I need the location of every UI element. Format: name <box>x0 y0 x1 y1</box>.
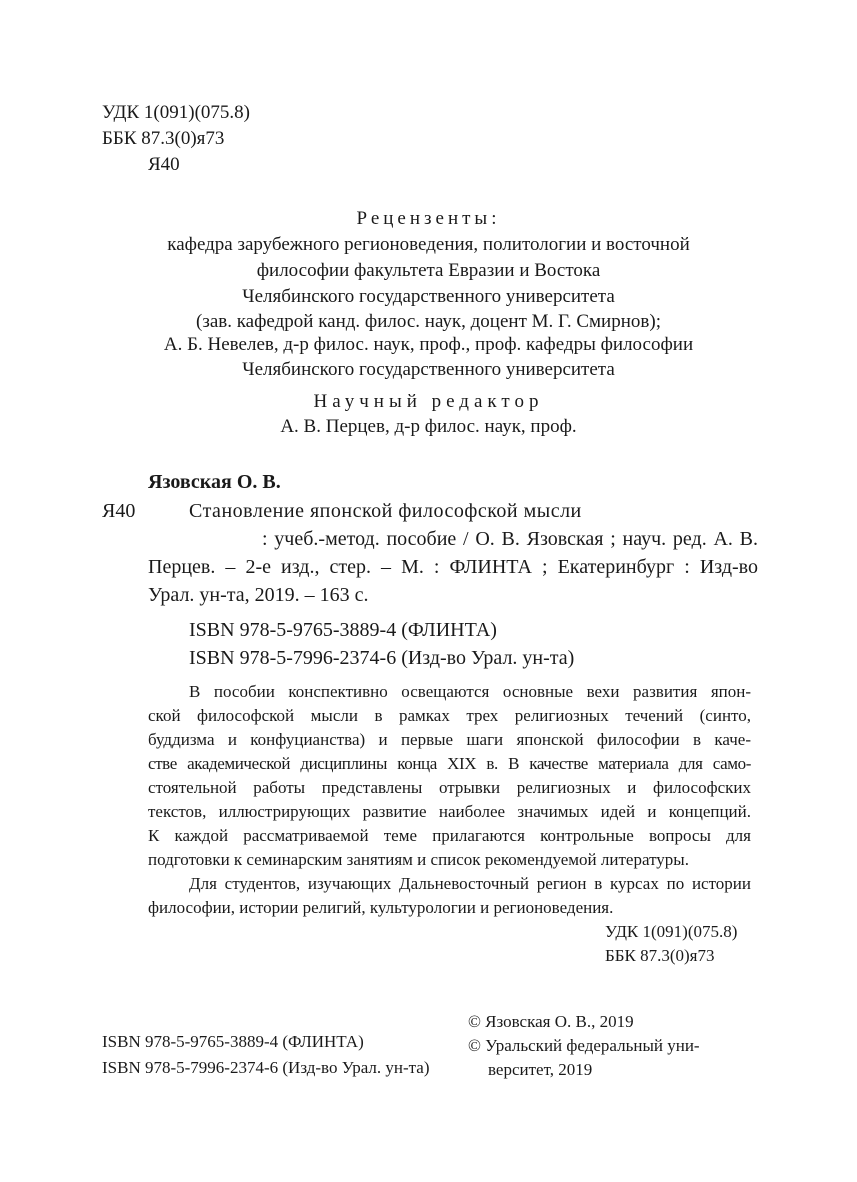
reviewer-line: философии факультета Евразии и Востока <box>256 260 601 281</box>
audience-line: философии, истории религий, культурологии и регионоведения. <box>148 898 614 917</box>
reviewers-heading: Рецензенты: <box>356 208 501 229</box>
annotation-line: текстов, иллюстрирующих развитие наиболее значимых идей и концепций. <box>148 802 751 821</box>
copyright-university-cont: верситет, 2019 <box>488 1060 593 1079</box>
annotation-line: К каждой рассматриваемой теме прилагаются контрольные вопросы для <box>148 826 751 845</box>
annotation-udk: УДК 1(091)(075.8) <box>605 922 738 941</box>
annotation-bbk: ББК 87.3(0)я73 <box>605 946 715 965</box>
audience-line: Для студентов, изучающих Дальневосточный регион в курсах по истории <box>189 874 751 893</box>
annotation-line: буддизма и конфуцианства) и первые шаги японской философии в каче- <box>148 730 751 749</box>
reviewer-line: Челябинского государственного университета <box>242 286 615 307</box>
footer-isbn-ural: ISBN 978-5-7996-2374-6 (Изд-во Урал. ун-та) <box>102 1058 430 1077</box>
reviewer-line: (зав. кафедрой канд. филос. наук, доцент М. Г. Смирнов); <box>196 311 661 332</box>
reviewer-line: Челябинского государственного университета <box>242 359 615 380</box>
editor-name: А. В. Перцев, д-р филос. наук, проф. <box>280 416 577 437</box>
reviewer-line: кафедра зарубежного регионоведения, политологии и восточной <box>167 234 690 255</box>
editor-heading: Научный редактор <box>313 391 544 412</box>
book-title: Становление японской философской мысли <box>189 500 582 522</box>
author-mark: Я40 <box>148 154 180 175</box>
udk-code: УДК 1(091)(075.8) <box>102 102 250 123</box>
isbn-flinta: ISBN 978-5-9765-3889-4 (ФЛИНТА) <box>189 619 497 641</box>
annotation-line: стоятельной работы представлены отрывки религиозных и философских <box>148 778 751 797</box>
isbn-ural: ISBN 978-5-7996-2374-6 (Изд-во Урал. ун-та) <box>189 647 575 669</box>
bibliography-line: Урал. ун-та, 2019. – 163 с. <box>148 584 369 606</box>
book-author: Язовская О. В. <box>148 471 281 493</box>
bibliography-mark: Я40 <box>102 500 136 522</box>
bibliography-line: : учеб.-метод. пособие / О. В. Язовская ; науч. ред. А. В. <box>262 528 758 550</box>
copyright-university: © Уральский федеральный уни- <box>468 1036 700 1055</box>
reviewer-line: А. Б. Невелев, д-р филос. наук, проф., проф. кафедры философии <box>163 334 694 355</box>
annotation-line: В пособии конспективно освещаются основные вехи развития япон- <box>189 682 751 701</box>
annotation-line: ской философской мысли в рамках трех религиозных течений (синто, <box>148 706 751 725</box>
footer-isbn-flinta: ISBN 978-5-9765-3889-4 (ФЛИНТА) <box>102 1032 364 1051</box>
copyright-author: © Язовская О. В., 2019 <box>468 1012 634 1031</box>
bibliography-line: Перцев. – 2-е изд., стер. – М. : ФЛИНТА ; Екатеринбург : Изд-во <box>148 556 758 578</box>
annotation-line: подготовки к семинарским занятиям и список рекомендуемой литературы. <box>148 850 689 869</box>
annotation-line: стве академической дисциплины конца XIX в. В качестве материала для само- <box>148 754 751 773</box>
bbk-code: ББК 87.3(0)я73 <box>102 128 225 149</box>
